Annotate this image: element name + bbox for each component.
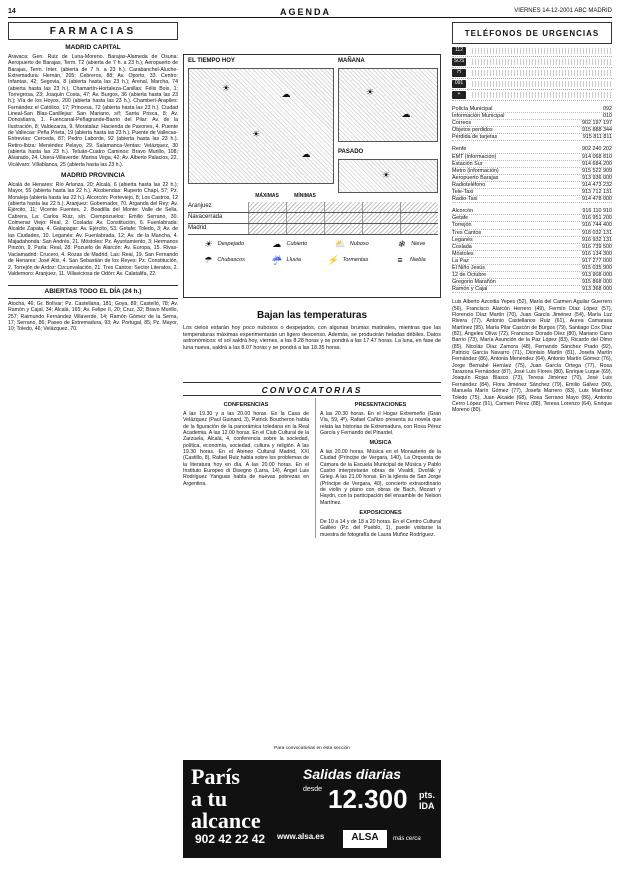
capital-list: Aravaca: Gen. Ruiz de Luna-Moreno. Barajas-Alameda de Osuna: Aeropuerto de Barajas, Term. T2 (abierta de 7 h. a 23 h.); Aeropuerto de Barajas, Term. Inter. (abierta de 7 h. a 23 h.). Carabanchel-Aluche-Extremadura: Hernán, 205; Cebreros, 88; Av. Oporto, 33. Centro: Infantas, 42; Segovia, 8 (abierta hasta las 23 h.); Arenal, Marcha, 74 (abierta hasta las 23 h.). Chamartín-Hortaleza-Canillas: Félix Boix, 1; Torregrosa, 23; Joaquín Costa, 47; Av. Burgos, 36 (abierta hasta las 23 h.); Vía de los Hoyos, 200 (abierta hasta las 23 h.). Chamberí-Arapiles: Fernández el Católico, 17; Princesa, 72 (abierta hasta las 23 h.). Ciudad Lineal-San Blas-Canillejas: San Mariano, s/f; Santa Prisca, 8; Av. Donostiarra, 1. Fuencarral-Peñagrande-Barrio del Pilar: Av. de la Ilustración, 8; Valdezarza, 9. Moratalaz: Hacienda de Pavones, 4. Puente de Vallecas: Peña Prieta, 19 (abierta hasta las 23 h.). Puente de Vallecas-Entrevías: Cerceda, 87; Pedro Laborde, 92 (abierta hasta las 23 h.). Retiro-Ibiza: Menéndez Pelayo, 29. Salamanca-Ventas: Velázquez, 30 (abierta hasta las 23 h.). Tetuán-Cuatro Caminos: Bravo Murillo, 108; Alvarado, 24. Usera-Villaverde: Marina Vega, 42; Av. Alberto Palacios, 22. Vicálvaro: Villablanca, 25 (abierta hasta las 23 h.). — [8, 53, 178, 168]
presentations-text: A las 20.30 horas. En el Hogar Extremeño (Gran Vía, 59, 4º), Rafael Cañizo presenta su novela que relata las historias de Extremadura, con Rosa Pérez García y Fernando del Pinardel. — [320, 410, 441, 436]
temperature-row — [188, 213, 438, 224]
police-icon: 091 — [452, 80, 466, 88]
phone-row: Policía Municipal 092 — [452, 106, 612, 112]
phone-row: Aeropuerto Barajas 913 936 000 — [452, 174, 612, 181]
section-title: AGENDA — [280, 7, 332, 17]
phone-row: Metro (información) 915 522 909 — [452, 167, 612, 174]
temperature-table — [188, 193, 438, 235]
useful-column — [452, 22, 612, 868]
today-label: EL TIEMPO HOY — [188, 58, 235, 64]
music-heading: MÚSICA — [369, 440, 392, 447]
ad-price: 12.300 — [328, 784, 408, 814]
emergency-row — [452, 68, 612, 79]
cloud-icon: ☁ — [301, 148, 311, 159]
province-list: Alcalá de Henares: Río Arlanza, 20; Alcalá, 6 (abierta hasta las 22 h.); Mayor, 55 (abierta hasta las 22 h.). Alcobendas: Ruperto Chapí, 57; Pz. Moraleja (abierta hasta las 22 h.). Alcorcón: Porteviejo, 8; Los Castros, 12 (abierta hasta las 22 h.). Aranjuez: Gobernador, 70. Arganda del Rey: Av. Ejército, 11; Vicente Fuentes, 2. Boadilla del Monte: Valle de Sella. Cabrera, La: Carlos Ruiz, s/n. Ciempozuelos: Emilio Serrano, 30. Colmenar Viejo: Real, 2. Coslada: Av. Constitución, 6. Fuenlabrada: Alcalde Zapata, 4. Galapagar: Av. Ejército, 53. Getafe: Toledo, 3; Av. de las Ciudades, 10. Leganés: Av. Fuenlabrada, 12; Av. de la Mancha, 4. Majadahonda: San Andrés, 21. Móstoles: Pz. Ayuntamiento, 3; Hermanos Pinzón, 9. Parla: Real, 28. Pozuelo de Alarcón: Av. Europa, 15. Rivas-Vaciamadrid: Crucero, 4. Rozas de Madrid, Las: Real, 19. San Fernando de Henares: José Alix, 4. San Sebastián de los Reyes: Pz. Constitución, 2. Torrejón de Ardoz: Circunvalación, 21. Tres Cantos: Sector Literatos, 2. Valdemoro: Aranjuez, 11. Villaviciosa de Odón: Av. Calatalifa, 22. — [8, 182, 178, 277]
ad-phone: 902 42 22 42 — [195, 832, 266, 846]
temperature-row — [188, 224, 438, 235]
sun-icon: ☀ — [365, 86, 375, 97]
cloud-icon: ☁ — [272, 238, 281, 249]
events-column — [315, 398, 441, 538]
phone-row: Gregorio Marañón 915 868 000 — [452, 279, 612, 286]
page-header — [8, 6, 612, 18]
phone-row: Getafe 916 951 200 — [452, 215, 612, 222]
ad-website: www.alsa.es — [277, 832, 325, 841]
page-number: 14 — [8, 8, 16, 15]
max-column-label: MÁXIMAS — [255, 193, 279, 199]
ad-currency: pts. IDA — [419, 790, 436, 811]
cloud-icon: ☁ — [281, 88, 291, 99]
phone-row: Radioteléfono 914 473 232 — [452, 181, 612, 188]
issue-date: VIERNES 14-12-2001 ABC MADRID — [514, 8, 612, 14]
phone-group-hospitals — [452, 208, 612, 293]
ad-salidas: Salidas diarias — [303, 766, 402, 782]
ad-tagline: más cerca — [393, 836, 421, 842]
legend-item: ≡ Niebla — [393, 255, 426, 265]
phone-row: Tele-Taxi 913 712 131 — [452, 189, 612, 196]
phone-row: Pérdida de tarjetas 915 811 811 — [452, 134, 612, 141]
hospital-icon: H — [452, 69, 466, 77]
phone-group-services — [452, 106, 612, 141]
emergency-row — [452, 57, 612, 68]
phone-group-transport — [452, 146, 612, 203]
phone-row: El Niño Jesús 915 035 900 — [452, 264, 612, 271]
phone-row: Correos 902 197 197 — [452, 120, 612, 127]
emergency-row — [452, 90, 612, 101]
phone-row: Objetos perdidos 915 888 344 — [452, 127, 612, 134]
tomorrow-label: MAÑANA — [338, 58, 365, 64]
phone-row: Ramón y Cajal 913 368 000 — [452, 286, 612, 293]
weather-map-tomorrow — [338, 58, 438, 144]
conferences-heading: CONFERENCIAS — [223, 402, 269, 408]
min-column-label: MÍNIMAS — [294, 193, 316, 199]
cloud-icon: ☁ — [401, 108, 411, 119]
emergency-row — [452, 79, 612, 90]
city-name: Aranjuez — [188, 203, 212, 210]
alsa-advertisement[interactable] — [183, 760, 441, 858]
phone-row: 12 de Octubre 913 908 000 — [452, 272, 612, 279]
weather-headline: Bajan las temperaturas — [256, 310, 368, 321]
legend-item: ☀ Despejado — [201, 239, 244, 249]
alsa-logo: ALSA — [343, 830, 387, 848]
partly-cloudy-icon: ⛅ — [334, 238, 346, 249]
sun-icon: ☀ — [251, 128, 261, 139]
legend-item: ☔ Lluvia — [270, 254, 301, 265]
all-day-heading: ABIERTAS TODO EL DÍA (24 h.) — [8, 285, 178, 299]
convocatorias-title: CONVOCATORIAS — [183, 382, 441, 396]
weather-map-today — [188, 58, 334, 188]
legend-item: ☁ Cubierto — [270, 239, 308, 249]
pharmacies-column — [8, 22, 178, 868]
map-region-today — [188, 68, 334, 184]
legend-item: ❄ Nieve — [394, 239, 425, 249]
ad-headline: París a tu alcance — [191, 764, 261, 833]
past-label: PASADO — [338, 149, 364, 155]
exhibitions-heading: EXPOSICIONES — [359, 510, 402, 517]
phone-row: Radio-Taxi 914 478 000 — [452, 196, 612, 203]
phone-row: Alcorcón 916 110 910 — [452, 208, 612, 215]
phone-row: Tres Cantos 918 032 131 — [452, 229, 612, 236]
province-heading: MADRID PROVINCIA — [61, 172, 125, 180]
temperature-row — [188, 202, 438, 213]
pharmacies-title: FARMACIAS — [8, 22, 178, 40]
phone-row: Información Municipal 010 — [452, 113, 612, 120]
phone-row: Estación Sur 914 684 200 — [452, 160, 612, 167]
weather-lead: Los cielos estarán hoy poco nubosos o despejados, con algunas brumas matinales, mientras que las temperaturas máximas experimentarán un ligero descenso. Además, se producirán heladas débiles. Datos astronómicos: el sol saldrá hoy, viernes, a las 8.28 horas y se pondrá a las 17.47 horas. La luna, en fase de luna nueva, saldrá a las 8.07 horas y se pondrá a las 18.35 horas. — [183, 325, 441, 351]
capital-heading: MADRID CAPITAL — [65, 44, 121, 51]
weather-legend — [188, 239, 438, 271]
all-day-list: Atocha, 46; Gr. Bolívar; Pz. Castellana, 181; Goya, 89; Castelló, 78; Av. Ramón y Cajal, 34; Alcalá, 165; Av. Felipe II, 20; Cruz, 32; Bravo Murillo, 257; Raimundo Fernández Villaverde, 14; Ramón Gómez de la Serna, 17; Serrano, 86; Paseo de Extremadura, 93; Av. Portugal, 85; Pz. Mayor, 10; Toledo, 46; Velázquez, 70. — [8, 301, 178, 333]
legend-item: ⛅ Nuboso — [334, 238, 369, 249]
sun-icon: ☀ — [203, 238, 212, 249]
sun-icon: ☀ — [221, 82, 231, 93]
phone-row: Renfe 902 240 202 — [452, 146, 612, 153]
conferences-column — [183, 398, 309, 487]
presentations-heading: PRESENTACIONES — [354, 402, 407, 408]
phone-row: Móstoles 916 134 300 — [452, 250, 612, 257]
phone-row: Leganés 916 932 131 — [452, 236, 612, 243]
map-region-tomorrow — [338, 68, 438, 142]
rain-icon: ☔ — [270, 254, 283, 265]
weather-panel — [183, 54, 441, 298]
fog-icon: ≡ — [397, 254, 403, 265]
convocatorias-footnote: Para convocatorias en esta sección — [274, 746, 350, 751]
red-cross-icon: + — [452, 91, 466, 99]
sos-icon: SOS — [453, 58, 465, 64]
useful-title: TELÉFONOS DE URGENCIAS — [452, 22, 612, 44]
legend-item: ☂ Chubascos — [200, 255, 245, 265]
music-text: A las 20.00 horas. Música en el Monasterio de la Ciudad (Príncipe de Vergara, 140), La Orquesta de Cámara de la Escuela Municipal de Música y Pablo Castro interpretarán obras de Vivaldi, Dvořák y Grieg. A las 21.00 horas. En la iglesia de San Jorge (Príncipe de Vergara, 40), concierto extraordinario de violín y piano con obras de Bach, Mozart y Haydn, con la participación del ensamble de Nelson Martínez. — [320, 449, 441, 506]
phone-row: Torrejón 916 744 400 — [452, 222, 612, 229]
city-name: Navacerrada — [188, 214, 223, 221]
emergency-112-icon: 112 — [452, 47, 466, 55]
conferences-text: A las 19.30 y a las 20.00 horas. En la Casa de Velázquez (Paul Guinard, 3), Patrick Boucheron habla de la figuración de la panorámica toledana en la Real Academia. A las 12.00 horas. En el Club Cultural de la Zarzuela, Alcalá, 4, conferencia sobre la sociedad, política, economía, sociedad, cultura y religión. A las 19.30 horas. En el Ateneo Cultural Madrid, XXI (Castillo, 8), Rafael Ruiz habla sobre los problemas de la literatura hoy en día. A las 20.00 horas. En el Instituto Europeo di Disegno (Larra, 14), Ángel Luis Rodríguez Yanguas habla de nuevas pobrezas en Argentina. — [183, 410, 309, 487]
weather-map-past — [338, 149, 438, 193]
exhibitions-text: De 10 a 14 y de 18 a 20 horas. En el Centro Cultural Galileo (Pz. del Pueblo, 1), puede visitarse la muestra de fotografía de Laura Muñoz Rodríguez. — [320, 518, 441, 538]
phone-row: Coslada 916 739 500 — [452, 243, 612, 250]
snowflake-icon: ❄ — [397, 238, 405, 249]
obituary-names: Luis Alberto Azcoitia Yepes (52), María del Carmen Aguilar Guerrero (56), Francisco Alarcón Herrero (49), Fermín Díaz López (57), Florencio Díaz Martín (70), Juan García Jiménez (54), María Luz Rivera (77), Antonio Castellanos Ruiz (61), Aurea Camarasa Martínez (95), María Pilar Cascón de Burgos (79), Santiago Cox Díaz (82), Ángeles Oliva (72), Francisco Dorado Díez (80), Mariano Cano Barrio (73), María Asunción de la Paz López (83), Ricardo del Olmo (85), Nicolás Díaz Zamora (48), Fernando Sánchez Prado (92), Patricio García Navarro (71), Dionisio Martín (81), Josefa Martín Fernández (86), Antonia Menéndez (64), Antonio Martín Gómez (76), Jorge Bernabé Herráez (75), Juan García Ortega (77), Rosa Tarazona Fernández (87), José Luis Flores (80), Enrique Luque (69), Joaquín Rojas Blasco (73), Teresa Jiménez (70), José Luis Fernández (84), Flora Jiménez Sánchez (79), Emilio Gálvez (90), Manuela Marín Gómez (77), Josefa Marrero (83), Luis Martínez Toledo (75), Juan Alcaide (68), Rosa Serrano Mayo (86), Antonio Cerro López (91), Carmen Pérez (88), Teresa Lorenzo (64), Enrique Moreno (80). — [452, 299, 612, 414]
legend-item: ⚡ Tormentas — [326, 254, 369, 265]
map-region-past — [338, 159, 438, 193]
emergency-row — [452, 46, 612, 57]
shower-icon: ☂ — [203, 254, 212, 265]
ad-desde: desde — [303, 786, 323, 793]
phone-row: La Paz 917 277 000 — [452, 257, 612, 264]
phone-row: EMT (información) 914 068 810 — [452, 153, 612, 160]
sun-icon: ☀ — [381, 169, 391, 180]
city-name: Madrid — [188, 225, 207, 232]
storm-icon: ⚡ — [326, 254, 339, 265]
